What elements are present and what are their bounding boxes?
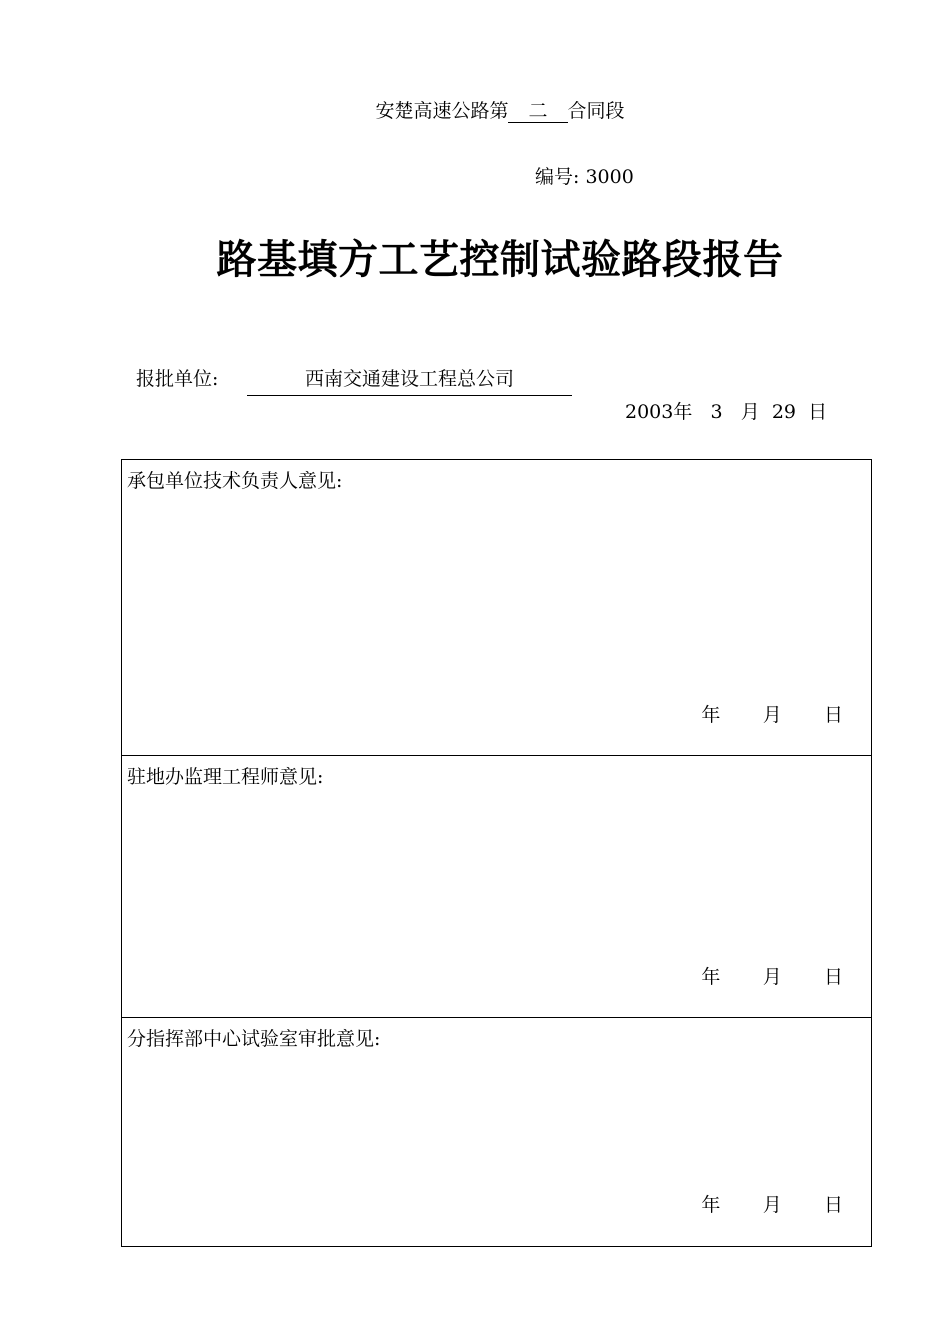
sign-year-char: 年 bbox=[701, 1194, 721, 1216]
report-month: 3 bbox=[710, 401, 723, 423]
contract-number: 二 bbox=[508, 100, 567, 123]
approval-form bbox=[121, 459, 872, 1247]
lab-approval-label: 分指挥部中心试验室审批意见: bbox=[127, 1028, 381, 1050]
serial-value: 3000 bbox=[585, 166, 634, 188]
supervisor-opinion-label: 驻地办监理工程师意见: bbox=[127, 766, 324, 788]
submitting-unit-label: 报批单位: bbox=[136, 368, 219, 390]
sign-year-char: 年 bbox=[701, 966, 721, 988]
sign-day-char: 日 bbox=[823, 1194, 843, 1216]
sign-day-char: 日 bbox=[823, 966, 843, 988]
sign-day-char: 日 bbox=[823, 704, 843, 726]
supervisor-opinion-section bbox=[122, 756, 871, 1018]
report-date bbox=[625, 397, 827, 424]
contractor-opinion-label: 承包单位技术负责人意见: bbox=[127, 470, 343, 492]
year-char: 年 bbox=[673, 401, 693, 423]
sign-month-char: 月 bbox=[762, 704, 782, 726]
sign-month-char: 月 bbox=[762, 966, 782, 988]
report-year: 2003 bbox=[625, 401, 674, 423]
month-char: 月 bbox=[740, 401, 760, 423]
contract-suffix: 合同段 bbox=[567, 100, 625, 122]
day-char: 日 bbox=[808, 401, 828, 423]
supervisor-sign-date bbox=[701, 962, 843, 989]
serial-label: 编号: bbox=[535, 166, 580, 188]
sign-month-char: 月 bbox=[762, 1194, 782, 1216]
contract-prefix: 安楚高速公路第 bbox=[375, 100, 509, 122]
sign-year-char: 年 bbox=[701, 704, 721, 726]
serial-number bbox=[535, 162, 634, 189]
document-title: 路基填方工艺控制试验路段报告 bbox=[216, 237, 784, 283]
report-day: 29 bbox=[771, 401, 797, 423]
contractor-opinion-section bbox=[122, 460, 871, 756]
lab-sign-date bbox=[701, 1190, 843, 1217]
contractor-sign-date bbox=[701, 700, 843, 727]
submitting-unit-value: 西南交通建设工程总公司 bbox=[247, 364, 572, 396]
lab-approval-section bbox=[122, 1018, 871, 1247]
contract-section-line bbox=[0, 96, 950, 123]
